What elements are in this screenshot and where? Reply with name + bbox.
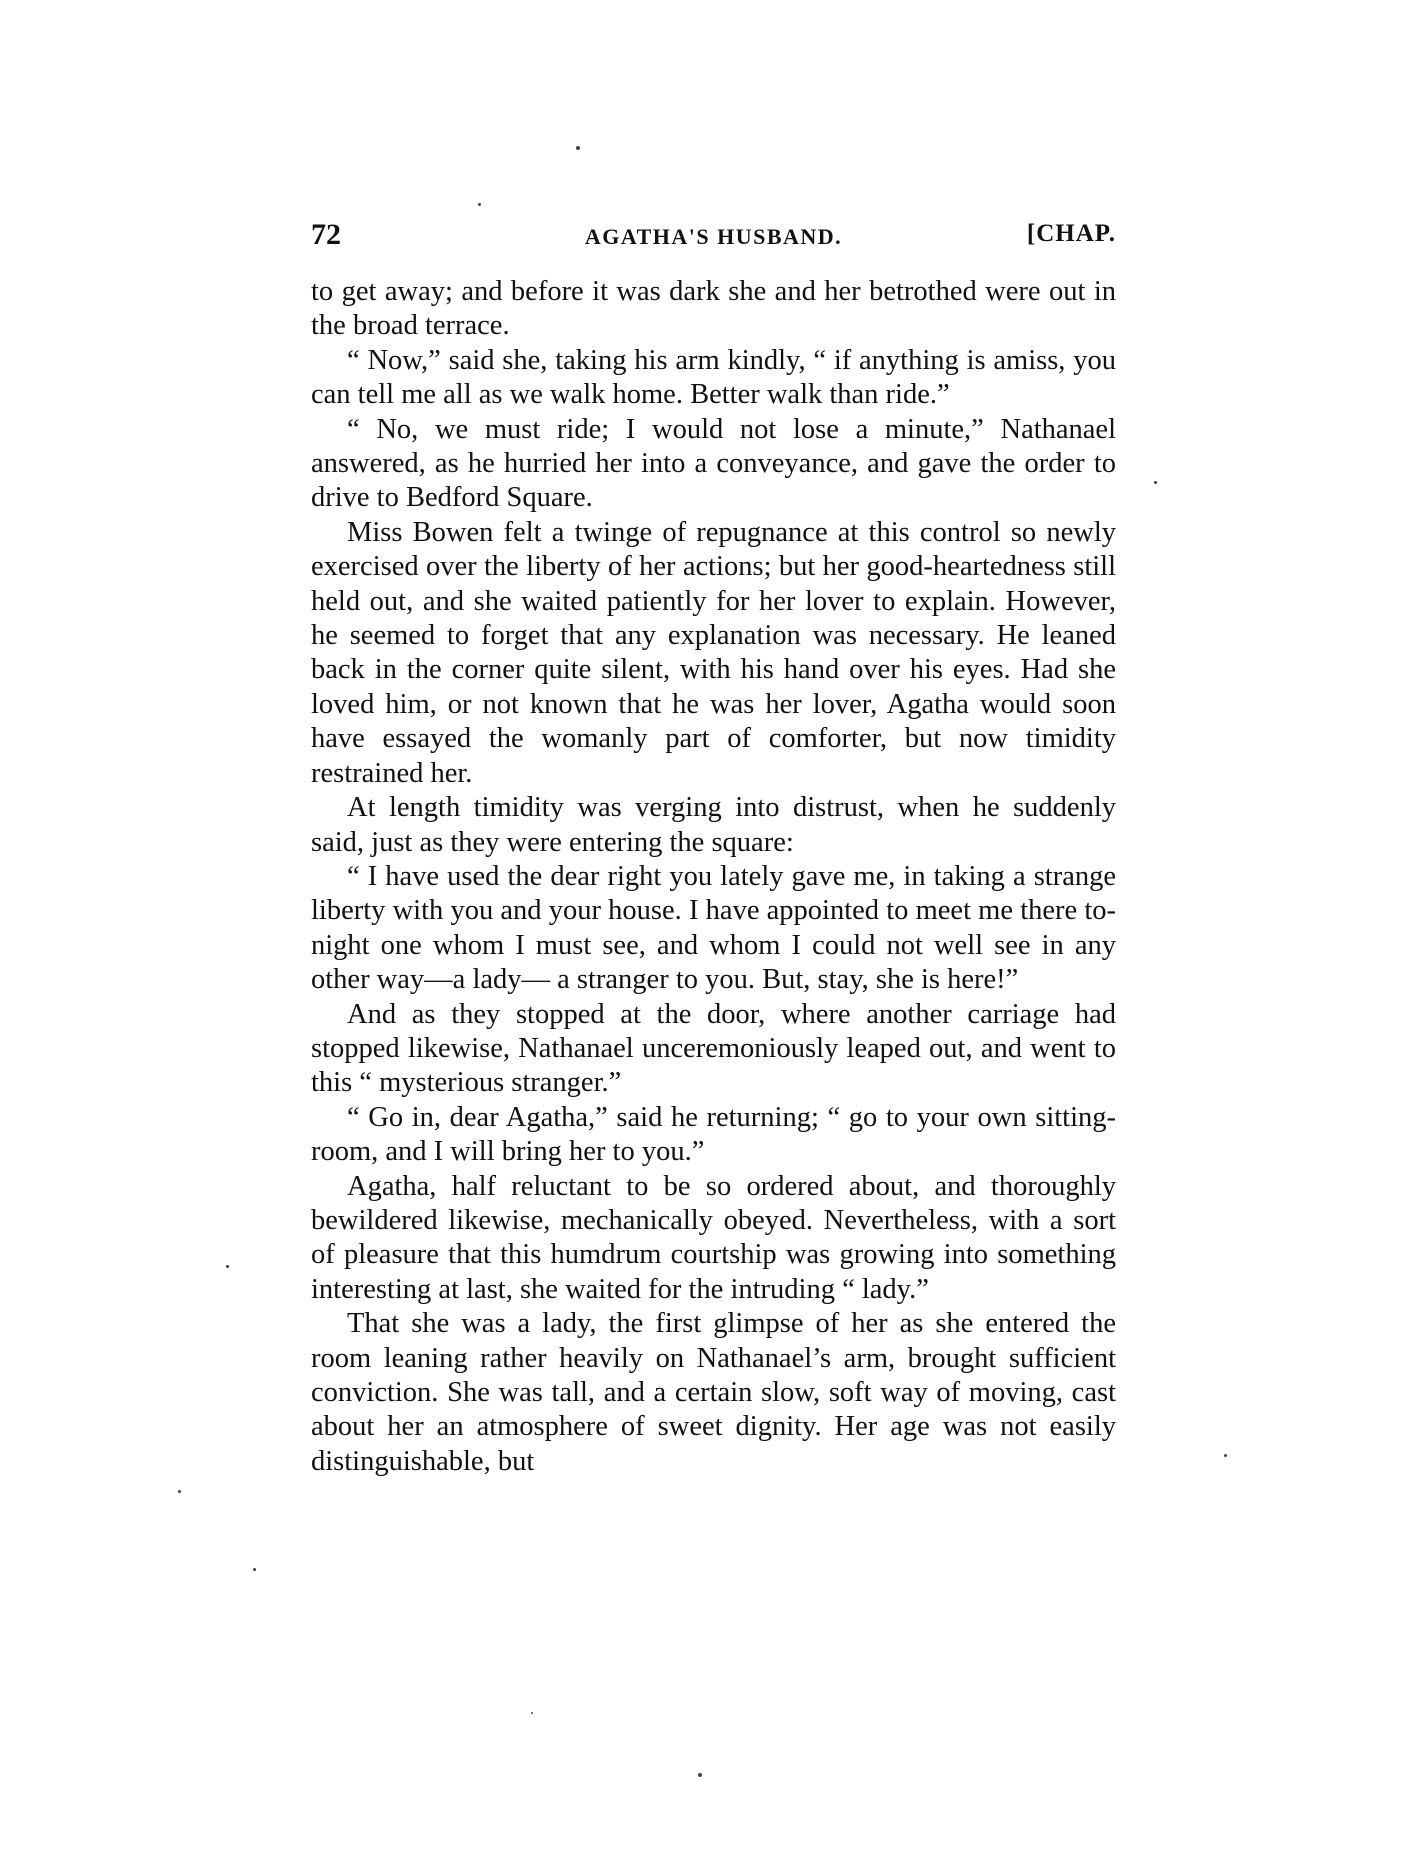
paragraph: And as they stopped at the door, where another carriage had stopped likewise, Nathanael unceremoniously leaped out, and went to this “ mysterious stranger.”: [311, 998, 1116, 1099]
paragraph: “ Now,” said she, taking his arm kindly, “ if anything is amiss, you can tell me all as we walk home. Better walk than ride.”: [311, 344, 1116, 411]
running-header: [311, 218, 1116, 258]
paragraph: “ No, we must ride; I would not lose a minute,” Nathanael answered, as he hurried her into a conveyance, and gave the order to drive to Bedford Square.: [311, 413, 1116, 514]
body-text: [311, 275, 1116, 1479]
scan-speck: [1224, 1454, 1227, 1457]
paragraph: “ Go in, dear Agatha,” said he returning; “ go to your own sitting-room, and I will bring her to you.”: [311, 1101, 1116, 1168]
scan-speck: [1154, 481, 1157, 484]
scan-speck: [178, 1490, 181, 1493]
page-number: 72: [311, 218, 341, 251]
paragraph: “ I have used the dear right you lately gave me, in taking a strange liberty with you and your house. I have appointed to meet me there to-night one whom I must see, and whom I could not well see in any other way—a lady— a stranger to you. But, stay, she is here!”: [311, 860, 1116, 996]
paragraph: At length timidity was verging into distrust, when he suddenly said, just as they were entering the square:: [311, 792, 1116, 858]
scan-speck: [478, 203, 481, 206]
scan-speck: [226, 1265, 229, 1268]
running-title: AGATHA'S HUSBAND.: [584, 224, 843, 249]
paragraph: That she was a lady, the first glimpse of her as she entered the room leaning rather heavily on Nathanael’s arm, brought sufficient conviction. She was tall, and a certain slow, soft way of moving, cast about her an atmosphere of sweet dignity. Her age was not easily distinguishable, but: [311, 1308, 1116, 1477]
paragraph: to get away; and before it was dark she and her betrothed were out in the broad terrace.: [311, 276, 1116, 342]
scan-speck: [531, 1712, 533, 1714]
scan-speck: [576, 146, 580, 150]
paragraph: Agatha, half reluctant to be so ordered about, and thoroughly bewildered likewise, mechanically obeyed. Nevertheless, with a sort of pleasure that this humdrum courtship was growing into something interesting at last, she waited for the intruding “ lady.”: [311, 1170, 1116, 1305]
scan-speck: [698, 1773, 702, 1777]
chapter-mark: [CHAP.: [1026, 220, 1116, 247]
scan-speck: [253, 1568, 256, 1571]
paragraph: Miss Bowen felt a twinge of repugnance at this control so newly exercised over the liberty of her actions; but her good-heartedness still held out, and she waited patiently for her lover to explain. However, he seemed to forget that any explanation was necessary. He leaned back in the corner quite silent, with his hand over his eyes. Had she loved him, or not known that he was her lover, Agatha would soon have essayed the womanly part of comforter, but now timidity restrained her.: [311, 516, 1116, 789]
